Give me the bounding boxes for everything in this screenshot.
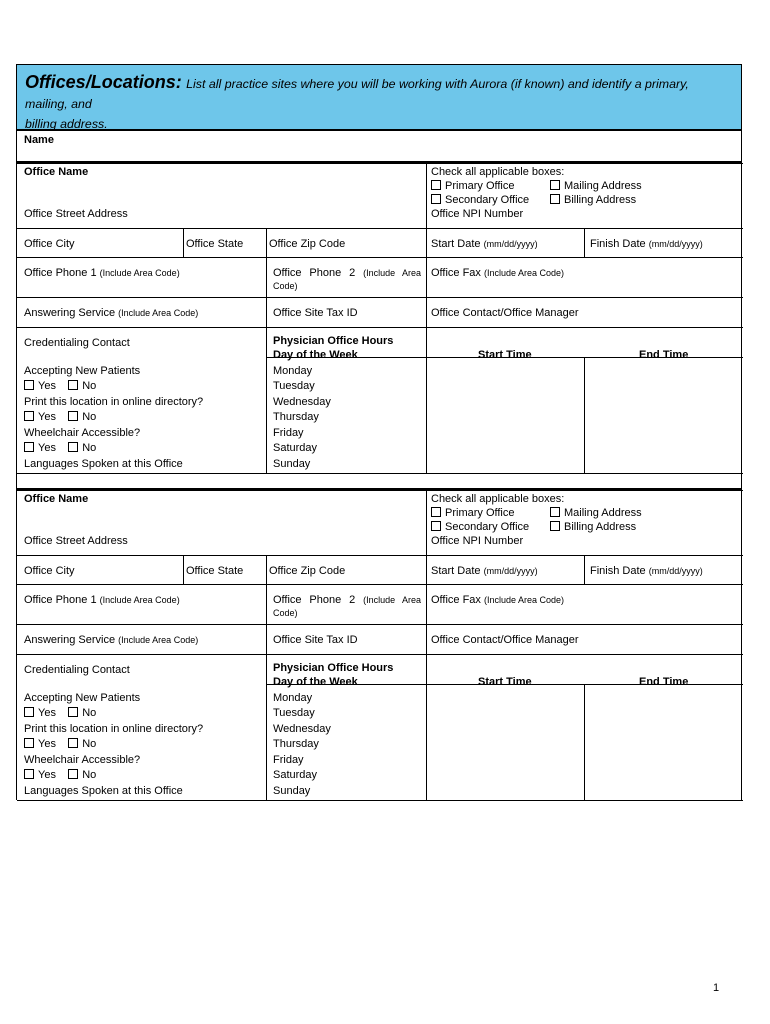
yes-checkbox[interactable]	[24, 411, 34, 421]
fax-label: Office Fax (Include Area Code)	[431, 267, 565, 279]
wheelchair-label: Wheelchair Accessible?	[24, 427, 141, 439]
billing-address-label: Billing Address	[564, 194, 637, 206]
day-monday: Monday	[273, 365, 313, 377]
day-thursday: Thursday	[273, 738, 319, 750]
no-checkbox[interactable]	[68, 442, 78, 452]
office-npi-label: Office NPI Number	[431, 535, 524, 547]
no-checkbox[interactable]	[68, 707, 78, 717]
print-dir-options	[24, 738, 96, 751]
page-number: 1	[713, 982, 720, 994]
no-label: No	[82, 411, 97, 423]
day-tuesday: Tuesday	[273, 707, 315, 719]
office-npi-label: Office NPI Number	[431, 208, 524, 220]
primary-office-label: Primary Office	[445, 507, 515, 519]
end-time-header: End Time	[639, 349, 689, 361]
day-wednesday: Wednesday	[273, 396, 331, 408]
accepting-label: Accepting New Patients	[24, 365, 141, 377]
yes-checkbox[interactable]	[24, 738, 34, 748]
checkbox-icon[interactable]	[550, 194, 560, 204]
primary-office-checkbox[interactable]	[431, 180, 514, 193]
phone2-label: Office Phone 2 (Include Area Code)	[273, 267, 421, 291]
checkbox-icon[interactable]	[550, 180, 560, 190]
fax-label: Office Fax (Include Area Code)	[431, 594, 565, 606]
check-all-label: Check all applicable boxes:	[431, 166, 565, 178]
zip-label: Office Zip Code	[269, 238, 346, 250]
no-checkbox[interactable]	[68, 769, 78, 779]
zip-label: Office Zip Code	[269, 565, 346, 577]
billing-address-checkbox[interactable]	[550, 521, 636, 534]
yes-checkbox[interactable]	[24, 707, 34, 717]
phone2-label: Office Phone 2 (Include Area Code)	[273, 594, 421, 618]
office-name-label: Office Name	[24, 166, 89, 178]
hours-title: Physician Office Hours	[273, 662, 394, 674]
street-address-label: Office Street Address	[24, 535, 128, 547]
office-name-label: Office Name	[24, 493, 89, 505]
start-date-label: Start Date (mm/dd/yyyy)	[431, 565, 538, 577]
city-label: Office City	[24, 565, 75, 577]
name-row[interactable]	[16, 131, 742, 163]
day-wednesday: Wednesday	[273, 723, 331, 735]
office-section	[16, 490, 742, 800]
state-label: Office State	[186, 565, 244, 577]
no-label: No	[82, 442, 97, 454]
print-dir-label: Print this location in online directory?	[24, 723, 204, 735]
banner-description: List all practice sites where you will be working with Aurora (if known) and identify a primary, mailing, and	[25, 77, 689, 111]
day-of-week-header: Day of the Week	[273, 349, 358, 361]
contact-manager-label: Office Contact/Office Manager	[431, 634, 579, 646]
no-checkbox[interactable]	[68, 380, 78, 390]
yes-label: Yes	[38, 442, 56, 454]
day-thursday: Thursday	[273, 411, 319, 423]
office-section	[16, 163, 742, 473]
day-monday: Monday	[273, 692, 313, 704]
yes-label: Yes	[38, 738, 56, 750]
mailing-address-checkbox[interactable]	[550, 180, 642, 193]
accepting-label: Accepting New Patients	[24, 692, 141, 704]
wheelchair-options	[24, 442, 96, 455]
contact-manager-label: Office Contact/Office Manager	[431, 307, 579, 319]
secondary-office-label: Secondary Office	[445, 194, 530, 206]
tax-id-label: Office Site Tax ID	[273, 634, 358, 646]
answering-service-label: Answering Service (Include Area Code)	[24, 307, 199, 319]
no-label: No	[82, 707, 97, 719]
credentialing-label: Credentialing Contact	[24, 337, 130, 349]
start-date-label: Start Date (mm/dd/yyyy)	[431, 238, 538, 250]
day-sunday: Sunday	[273, 785, 311, 797]
street-address-label: Office Street Address	[24, 208, 128, 220]
mailing-address-checkbox[interactable]	[550, 507, 642, 520]
day-saturday: Saturday	[273, 769, 318, 781]
wheelchair-label: Wheelchair Accessible?	[24, 754, 141, 766]
phone1-label: Office Phone 1 (Include Area Code)	[24, 267, 180, 279]
finish-date-label: Finish Date (mm/dd/yyyy)	[590, 238, 703, 250]
answering-service-label: Answering Service (Include Area Code)	[24, 634, 199, 646]
checkbox-icon[interactable]	[431, 507, 441, 517]
checkbox-icon[interactable]	[431, 194, 441, 204]
primary-office-label: Primary Office	[445, 180, 515, 192]
phone1-label: Office Phone 1 (Include Area Code)	[24, 594, 180, 606]
yes-label: Yes	[38, 411, 56, 423]
day-of-week-header: Day of the Week	[273, 676, 358, 688]
billing-address-checkbox[interactable]	[550, 194, 636, 207]
no-label: No	[82, 738, 97, 750]
office-sections	[16, 163, 742, 800]
no-label: No	[82, 380, 97, 392]
section-divider	[16, 473, 742, 490]
checkbox-icon[interactable]	[550, 521, 560, 531]
tax-id-label: Office Site Tax ID	[273, 307, 358, 319]
languages-label: Languages Spoken at this Office	[24, 785, 183, 797]
yes-label: Yes	[38, 769, 56, 781]
yes-label: Yes	[38, 380, 56, 392]
yes-checkbox[interactable]	[24, 769, 34, 779]
secondary-office-checkbox[interactable]	[431, 194, 529, 207]
accepting-options	[24, 380, 96, 393]
credentialing-label: Credentialing Contact	[24, 664, 130, 676]
wheelchair-options	[24, 769, 96, 782]
offices-banner	[16, 64, 742, 131]
yes-checkbox[interactable]	[24, 442, 34, 452]
day-saturday: Saturday	[273, 442, 318, 454]
secondary-office-label: Secondary Office	[445, 521, 530, 533]
check-all-label: Check all applicable boxes:	[431, 493, 565, 505]
state-label: Office State	[186, 238, 244, 250]
billing-address-label: Billing Address	[564, 521, 637, 533]
mailing-address-label: Mailing Address	[564, 180, 642, 192]
secondary-office-checkbox[interactable]	[431, 521, 529, 534]
primary-office-checkbox[interactable]	[431, 507, 514, 520]
accepting-options	[24, 707, 96, 720]
end-time-header: End Time	[639, 676, 689, 688]
no-checkbox[interactable]	[68, 411, 78, 421]
no-label: No	[82, 769, 97, 781]
start-time-header: Start Time	[478, 349, 532, 361]
offices-form	[16, 64, 742, 800]
finish-date-label: Finish Date (mm/dd/yyyy)	[590, 565, 703, 577]
checkbox-icon[interactable]	[550, 507, 560, 517]
day-friday: Friday	[273, 427, 304, 439]
print-dir-options	[24, 411, 96, 424]
mailing-address-label: Mailing Address	[564, 507, 642, 519]
checkbox-icon[interactable]	[431, 521, 441, 531]
city-label: Office City	[24, 238, 75, 250]
day-sunday: Sunday	[273, 458, 311, 470]
banner-description-cont: billing address.	[25, 117, 108, 131]
checkbox-icon[interactable]	[431, 180, 441, 190]
hours-title: Physician Office Hours	[273, 335, 394, 347]
banner-title: Offices/Locations:	[25, 72, 182, 92]
yes-checkbox[interactable]	[24, 380, 34, 390]
no-checkbox[interactable]	[68, 738, 78, 748]
day-tuesday: Tuesday	[273, 380, 315, 392]
start-time-header: Start Time	[478, 676, 532, 688]
name-label: Name	[24, 134, 54, 146]
day-friday: Friday	[273, 754, 304, 766]
print-dir-label: Print this location in online directory?	[24, 396, 204, 408]
languages-label: Languages Spoken at this Office	[24, 458, 183, 470]
yes-label: Yes	[38, 707, 56, 719]
